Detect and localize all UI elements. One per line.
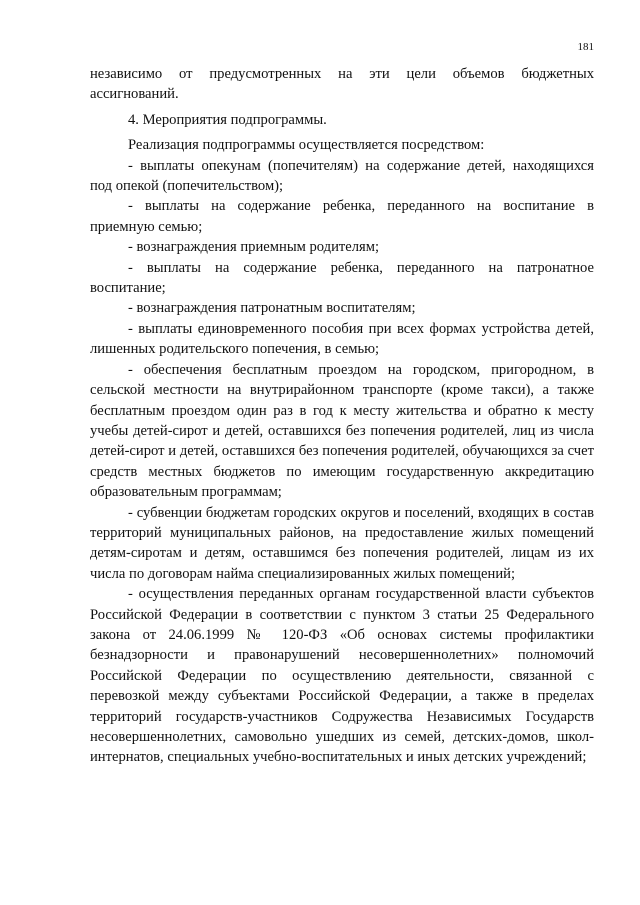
- list-item: - вознаграждения приемным родителям;: [128, 239, 380, 256]
- list-item: - обеспечения бесплатным проездом на городском, пригородном, в сельской местности на внутрирайонном транспорте (кроме такси), а также бесплатным проездом один раз в год к месту жительства и обратно к месту учебы детей-сирот и детей, оставшихся без попечения родителей, лиц из числа детей-сирот и детей, оставшихся без попечения родителей, обучающихся за счет средств местных бюджетов по имеющим государственную аккредитацию образовательным программам;: [90, 361, 594, 501]
- list-item: - осуществления переданных органам государственной власти субъектов Российской Федерации в соответствии с пунктом 3 статьи 25 Федерального закона от 24.06.1999 № 120-ФЗ «Об основах системы профилактики безнадзорности и правонарушений несовершеннолетних» полномочий Российской Федерации по осуществлению деятельности, связанной с перевозкой между субъектами Российской Федерации, а также в пределах территорий государств-участников Содружества Независимых Государств несовершеннолетних, самовольно ушедших из семей, детских-домов, школ-интернатов, специальных учебно-воспитательных и иных детских учреждений;: [90, 586, 594, 766]
- page-number: 181: [577, 41, 594, 53]
- list-item: - субвенции бюджетам городских округов и поселений, входящих в состав территорий муниципальных районов, на предоставление жилых помещений детям-сиротам и детям, оставшимся без попечения родителей, лицам из их числа по договорам найма специализированных жилых помещений;: [90, 504, 594, 582]
- paragraph-continuation: независимо от предусмотренных на эти цели объемов бюджетных ассигнований.: [90, 66, 594, 103]
- list-item: - вознаграждения патронатным воспитателям;: [128, 300, 416, 317]
- list-item: - выплаты на содержание ребенка, переданного на воспитание в приемную семью;: [90, 198, 594, 235]
- list-item: - выплаты единовременного пособия при всех формах устройства детей, лишенных родительского попечения, в семью;: [90, 320, 594, 358]
- section-heading: 4. Мероприятия подпрограммы.: [128, 111, 327, 128]
- page-body: [90, 64, 594, 768]
- paragraph-intro: Реализация подпрограммы осуществляется посредством:: [128, 137, 485, 154]
- list-item: - выплаты опекунам (попечителям) на содержание детей, находящихся под опекой (попечительством);: [90, 157, 594, 195]
- list-item: - выплаты на содержание ребенка, переданного на патронатное воспитание;: [90, 259, 594, 297]
